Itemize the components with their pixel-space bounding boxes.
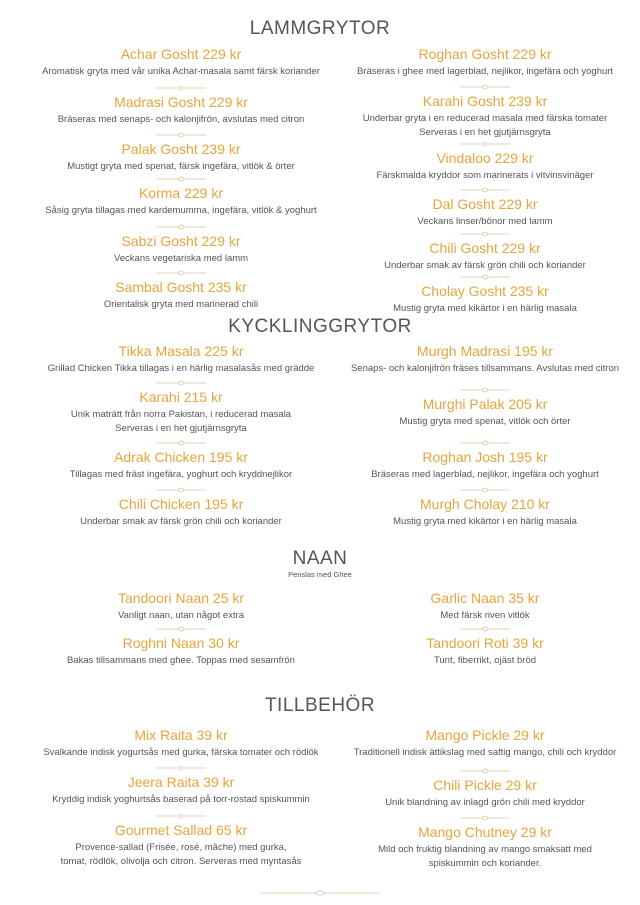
menu-item-description: Mustig gryta med kikärtor i en härlig masala bbox=[393, 516, 577, 527]
menu-item-description: tomat, rödlök, olivolja och citron. Serveras med myntasås bbox=[60, 856, 302, 867]
menu-item bbox=[325, 240, 640, 273]
menu-item bbox=[21, 727, 341, 760]
section-title-tillbehor: TILLBEHÖR bbox=[264, 695, 376, 716]
menu-item-description: Tillagas med fräst ingefära, yoghurt och kryddnejlikor bbox=[69, 469, 293, 480]
item-divider-ornament bbox=[21, 765, 341, 771]
item-divider-ornament bbox=[21, 270, 341, 276]
menu-item-name-price: Cholay Gosht 235 kr bbox=[421, 283, 549, 299]
menu-item-description: Senaps- och kalonjifrön fräses tillsammans. Avslutas med citron bbox=[350, 363, 620, 374]
menu-item-description: Underbar smak av färsk grön chili och koriander bbox=[80, 516, 282, 527]
menu-item-description: Unik maträtt från norra Pakistan, i reducerad masala bbox=[70, 409, 292, 420]
menu-item-name-price: Palak Gosht 239 kr bbox=[121, 141, 241, 157]
menu-item-name-price: Mango Pickle 29 kr bbox=[425, 727, 545, 743]
menu-item bbox=[325, 46, 640, 79]
item-divider-ornament bbox=[21, 132, 341, 138]
menu-item bbox=[325, 449, 640, 482]
item-divider-ornament bbox=[21, 176, 341, 182]
menu-item-description: spiskummin och koriander. bbox=[428, 858, 542, 869]
menu-item-description: Med färsk riven vitlök bbox=[440, 610, 530, 621]
menu-item bbox=[21, 46, 341, 79]
menu-item-description: Bräseras i ghee med lagerblad, nejlikor, ingefära och yoghurt bbox=[356, 66, 614, 77]
item-divider-ornament bbox=[325, 768, 640, 774]
menu-item-name-price: Chili Pickle 29 kr bbox=[433, 777, 537, 793]
item-divider-ornament bbox=[21, 85, 341, 91]
menu-item bbox=[325, 343, 640, 376]
menu-item-description: Mild och fruktig blandning av mango smaksatt med bbox=[378, 844, 592, 855]
menu-item-name-price: Sambal Gosht 235 kr bbox=[115, 279, 247, 295]
item-divider-ornament bbox=[325, 231, 640, 237]
menu-item bbox=[21, 449, 341, 482]
menu-item-name-price: Sabzi Gosht 229 kr bbox=[121, 233, 241, 249]
menu-item-description: Bräseras med senaps- och kalonjifrön, avslutas med citron bbox=[57, 114, 305, 125]
item-divider-ornament bbox=[325, 626, 640, 632]
menu-item-description: Veckans vegetariska med lamm bbox=[113, 253, 249, 264]
menu-item-description: Bakas tillsammans med ghee. Toppas med sesamfrön bbox=[67, 655, 295, 666]
menu-item-name-price: Tandoori Naan 25 kr bbox=[117, 590, 245, 606]
menu-item-name-price: Chili Chicken 195 kr bbox=[118, 496, 244, 512]
menu-item-name-price: Murghi Palak 205 kr bbox=[422, 396, 548, 412]
menu-item bbox=[325, 396, 640, 429]
menu-item-name-price: Mix Raita 39 kr bbox=[134, 727, 228, 743]
item-divider-ornament bbox=[325, 487, 640, 493]
menu-item bbox=[21, 635, 341, 668]
menu-item-description: Underbar gryta i en reducerad masala med färska tomater bbox=[362, 113, 608, 124]
item-divider-ornament bbox=[21, 813, 341, 819]
menu-item bbox=[325, 727, 640, 760]
menu-item bbox=[21, 496, 341, 529]
item-divider-ornament bbox=[325, 387, 640, 393]
menu-item-name-price: Karahi 215 kr bbox=[139, 389, 223, 405]
menu-item-description: Mustig gryta med kikärtor i en härlig masala bbox=[393, 303, 577, 314]
menu-item bbox=[325, 496, 640, 529]
menu-item-name-price: Roghan Josh 195 kr bbox=[422, 449, 548, 465]
menu-item bbox=[21, 141, 341, 174]
menu-item-name-price: Vindaloo 229 kr bbox=[436, 150, 534, 166]
menu-item-name-price: Roghan Gosht 229 kr bbox=[418, 46, 552, 62]
item-divider-ornament bbox=[325, 141, 640, 147]
menu-item-description: Aromatisk gryta med vår unika Achar-masala samt färsk koriander bbox=[42, 66, 320, 77]
menu-item-description: Underbar smak av färsk grön chili och koriander bbox=[384, 260, 586, 271]
menu-item bbox=[325, 590, 640, 623]
section-title-lammgrytor: LAMMGRYTOR bbox=[249, 18, 391, 39]
menu-item bbox=[21, 343, 341, 376]
section-subtitle-naan: Penslas med Ghee bbox=[288, 570, 352, 579]
menu-item-description: Bräseras med lagerblad, nejlikor, ingefära och yoghurt bbox=[371, 469, 599, 480]
menu-item bbox=[325, 777, 640, 810]
item-divider-ornament bbox=[325, 440, 640, 446]
item-divider-ornament bbox=[325, 274, 640, 280]
section-title-kycklinggrytor: KYCKLINGGRYTOR bbox=[228, 316, 412, 337]
menu-item-name-price: Korma 229 kr bbox=[138, 185, 224, 201]
menu-item bbox=[325, 150, 640, 183]
item-divider-ornament bbox=[325, 84, 640, 90]
menu-item-description: Grillad Chicken Tikka tillagas i en härlig masalasås med grädde bbox=[47, 363, 315, 374]
menu-item-description: Svalkande indisk yogurtsås med gurka, färska tomater och rödlök bbox=[43, 747, 319, 758]
menu-item-name-price: Mango Chutney 29 kr bbox=[418, 824, 552, 840]
menu-item-name-price: Garlic Naan 35 kr bbox=[430, 590, 540, 606]
menu-item-name-price: Dal Gosht 229 kr bbox=[432, 196, 538, 212]
menu-item-description: Såsig gryta tillagas med kardemumma, ingefära, vitlök & yoghurt bbox=[45, 205, 317, 216]
menu-item-description: Provence-sallad (Frisée, rosé, mâche) med gurka, bbox=[75, 842, 287, 853]
menu-item-description: Mustig gryta med spenat, vitlök och örter bbox=[399, 416, 571, 427]
menu-item-name-price: Karahi Gosht 239 kr bbox=[422, 93, 548, 109]
item-divider-ornament bbox=[21, 626, 341, 632]
section-title-naan: NAAN bbox=[292, 548, 348, 569]
menu-item-name-price: Roghni Naan 30 kr bbox=[122, 635, 240, 651]
menu-item bbox=[21, 94, 341, 127]
menu-item-name-price: Jeera Raita 39 kr bbox=[127, 774, 235, 790]
menu-item-name-price: Adrak Chicken 195 kr bbox=[114, 449, 248, 465]
menu-item-name-price: Tikka Masala 225 kr bbox=[118, 343, 244, 359]
menu-item-name-price: Murgh Cholay 210 kr bbox=[420, 496, 550, 512]
item-divider-ornament bbox=[325, 815, 640, 821]
menu-item-description: Vanligt naan, utan något extra bbox=[117, 610, 245, 621]
menu-item bbox=[21, 590, 341, 623]
menu-item-name-price: Murgh Madrasi 195 kr bbox=[416, 343, 554, 359]
menu-item bbox=[21, 279, 341, 312]
item-divider-ornament bbox=[21, 380, 341, 386]
menu-item bbox=[21, 389, 341, 436]
menu-item bbox=[21, 233, 341, 266]
menu-item-description: Mustigt gryta med spenat, färsk ingefära, vitlök & örter bbox=[67, 161, 295, 172]
menu-item bbox=[325, 93, 640, 140]
item-divider-ornament bbox=[21, 487, 341, 493]
menu-item-name-price: Tandoori Roti 39 kr bbox=[426, 635, 544, 651]
item-divider-ornament bbox=[21, 440, 341, 446]
menu-item-description: Serveras i en het gjutjärnsgryta bbox=[419, 127, 551, 138]
menu-item-description: Färskmalda kryddor som marinerats i vitvinsvinäger bbox=[376, 170, 594, 181]
menu-item-description: Unik blandning av inlagd grön chili med kryddor bbox=[385, 797, 585, 808]
menu-item bbox=[21, 822, 341, 869]
menu-item-description: Veckans linser/bönor med lamm bbox=[417, 216, 553, 227]
menu-item-name-price: Gourmet Sallad 65 kr bbox=[114, 822, 248, 838]
menu-item bbox=[21, 774, 341, 807]
menu-item-description: Serveras i en het gjutjärnsgryta bbox=[115, 423, 247, 434]
menu-item bbox=[325, 824, 640, 871]
menu-item-description: Orientalisk gryta med marinerad chili bbox=[103, 299, 259, 310]
menu-item bbox=[325, 635, 640, 668]
item-divider-ornament bbox=[21, 224, 341, 230]
bottom-divider-ornament bbox=[260, 883, 380, 889]
menu-item bbox=[325, 283, 640, 316]
menu-item bbox=[325, 196, 640, 229]
menu-item bbox=[21, 185, 341, 218]
menu-item-name-price: Chili Gosht 229 kr bbox=[429, 240, 541, 256]
item-divider-ornament bbox=[325, 187, 640, 193]
menu-item-name-price: Madrasi Gosht 229 kr bbox=[114, 94, 248, 110]
menu-item-description: Kryddig indisk yoghurtsås baserad på torr-rostad spiskummin bbox=[52, 794, 310, 805]
menu-item-description: Tunt, fiberrikt, ojäst bröd bbox=[433, 655, 537, 666]
menu-item-description: Traditionell indisk ättikslag med saftig mango, chili och kryddor bbox=[353, 747, 617, 758]
menu-item-name-price: Achar Gosht 229 kr bbox=[120, 46, 242, 62]
